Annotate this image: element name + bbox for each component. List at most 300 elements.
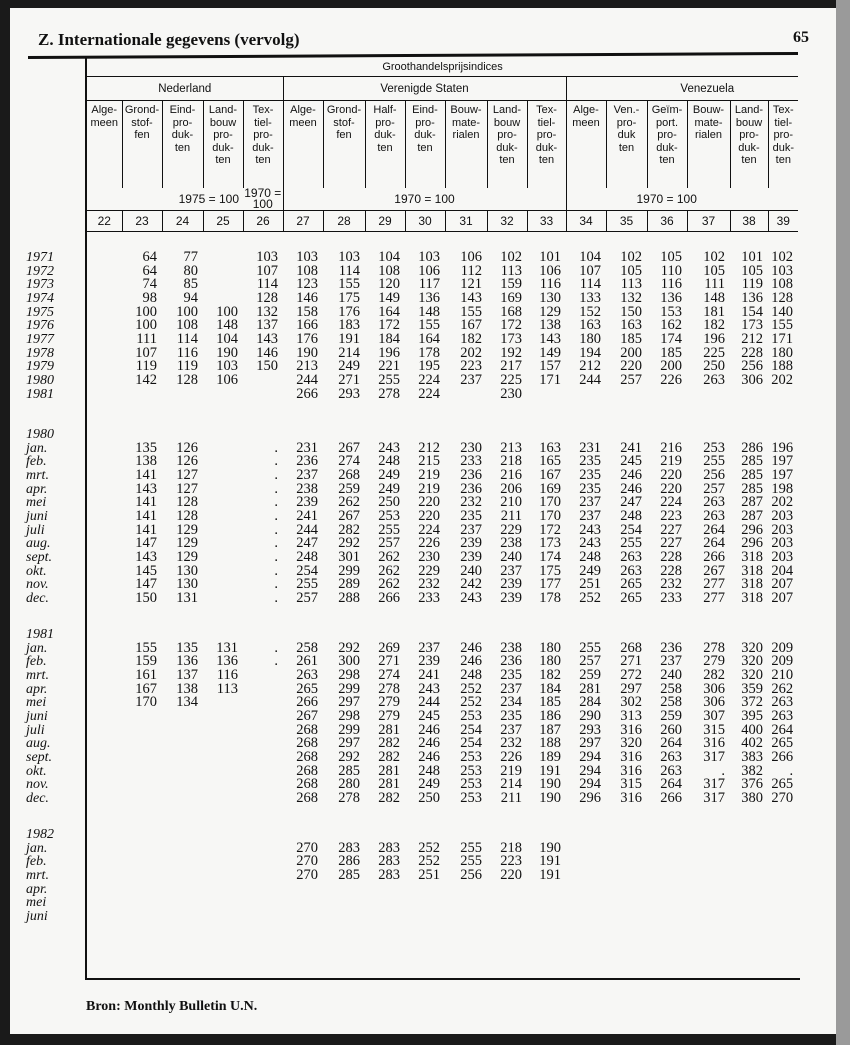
cell-col-36: 216 xyxy=(660,439,682,456)
cell-col-26: . xyxy=(274,589,278,606)
cell-col-23: 100 xyxy=(135,317,157,334)
cell-col-32: 235 xyxy=(500,666,522,683)
cell-col-36: 258 xyxy=(660,694,682,711)
cell-col-33: 169 xyxy=(539,480,561,497)
row-label: okt. xyxy=(26,563,47,579)
cell-col-28: 298 xyxy=(338,707,360,724)
column-number: 30 xyxy=(405,211,445,232)
cell-col-31: 235 xyxy=(460,507,482,524)
cell-col-34 xyxy=(565,883,605,897)
cell-col-28: 114 xyxy=(338,262,360,279)
cell-col-28: 299 xyxy=(338,680,360,697)
cell-col-27 xyxy=(282,910,322,924)
cell-col-32: 192 xyxy=(500,344,522,361)
cell-col-34: 297 xyxy=(579,735,601,752)
cell-col-27: 123 xyxy=(296,276,318,293)
cell-col-31: 223 xyxy=(460,358,482,375)
cell-col-38 xyxy=(729,869,767,883)
cell-col-32: 239 xyxy=(500,576,522,593)
cell-col-29: 266 xyxy=(378,589,400,606)
cell-col-26: . xyxy=(274,439,278,456)
cell-col-33: 191 xyxy=(539,762,561,779)
cell-col-27: 261 xyxy=(296,653,318,670)
cell-col-25 xyxy=(202,765,242,779)
cell-col-34 xyxy=(565,388,605,402)
cell-col-30: 229 xyxy=(418,562,440,579)
cell-col-35 xyxy=(605,910,646,924)
cell-col-34: 249 xyxy=(579,562,601,579)
cell-col-34: 235 xyxy=(579,453,601,470)
cell-col-28: 176 xyxy=(338,303,360,320)
cell-col-34 xyxy=(565,910,605,924)
cell-col-33: 172 xyxy=(539,521,561,538)
cell-col-37: 148 xyxy=(703,289,725,306)
cell-col-22 xyxy=(86,483,121,497)
cell-col-27: 263 xyxy=(296,666,318,683)
cell-col-28: 282 xyxy=(338,521,360,538)
cell-col-36: 260 xyxy=(660,721,682,738)
cell-col-38: 287 xyxy=(741,494,763,511)
cell-col-24 xyxy=(161,792,202,806)
cell-col-25 xyxy=(202,792,242,806)
cell-col-24: 136 xyxy=(176,653,198,670)
cell-col-32: 211 xyxy=(500,789,522,806)
cell-col-37 xyxy=(686,883,729,897)
cell-col-39: 196 xyxy=(771,439,794,456)
cell-col-25: 148 xyxy=(216,317,238,334)
cell-col-38: 154 xyxy=(741,303,763,320)
cell-col-39: 203 xyxy=(771,548,794,565)
row-label: 1973 xyxy=(26,277,54,293)
cell-col-22 xyxy=(86,537,121,551)
row-label: 1980 xyxy=(26,372,54,388)
cell-col-33 xyxy=(526,910,565,924)
cell-col-27: 270 xyxy=(296,866,318,883)
cell-col-29: 279 xyxy=(378,707,400,724)
cell-col-23 xyxy=(121,855,161,869)
cell-col-39: 202 xyxy=(771,494,794,511)
cell-col-33: 143 xyxy=(539,330,561,347)
cell-col-39: 103 xyxy=(771,262,793,279)
cell-col-24: 114 xyxy=(176,330,198,347)
cell-col-26: 103 xyxy=(256,249,278,265)
base-label-nederland: 1975 = 100 xyxy=(87,188,243,211)
cell-col-38: 285 xyxy=(741,453,763,470)
cell-col-22 xyxy=(86,510,121,524)
cell-col-33: 188 xyxy=(539,735,561,752)
cell-col-25: 136 xyxy=(216,653,238,670)
cell-col-36: 263 xyxy=(660,748,682,765)
row-label: 1978 xyxy=(26,345,54,361)
cell-col-23: 141 xyxy=(135,507,157,524)
cell-col-30: 224 xyxy=(418,385,440,402)
cell-col-27: 103 xyxy=(296,249,318,265)
cell-col-34: 281 xyxy=(579,680,601,697)
cell-col-28: 292 xyxy=(338,535,360,552)
cell-col-37: 264 xyxy=(703,535,725,552)
cell-col-37: 264 xyxy=(703,521,725,538)
cell-col-36: 136 xyxy=(660,289,682,306)
cell-col-23: 159 xyxy=(135,653,157,670)
source-note: Bron: Monthly Bulletin U.N. xyxy=(86,999,258,1014)
row-label: 1974 xyxy=(26,290,54,306)
cell-col-22 xyxy=(86,551,121,565)
cell-col-33: 190 xyxy=(539,839,561,856)
cell-col-23: 119 xyxy=(135,358,157,375)
cell-col-29: 274 xyxy=(378,666,400,683)
cell-col-37: 279 xyxy=(703,653,725,670)
row-label: apr. xyxy=(26,681,48,697)
cell-col-26 xyxy=(242,842,282,856)
cell-col-30 xyxy=(404,896,444,910)
row-label: dec. xyxy=(26,590,49,606)
scan-edge xyxy=(836,0,850,1045)
cell-col-34: 243 xyxy=(579,521,601,538)
cell-col-22 xyxy=(86,696,121,710)
cell-col-33: 189 xyxy=(539,748,561,765)
cell-col-33: 182 xyxy=(539,666,561,683)
cell-col-30: 195 xyxy=(418,358,440,375)
cell-col-33: 180 xyxy=(539,653,561,670)
cell-col-27: 176 xyxy=(296,330,318,347)
cell-col-23: 142 xyxy=(135,371,157,388)
cell-col-36 xyxy=(646,855,686,869)
cell-col-24: 77 xyxy=(183,249,198,265)
row-label: mrt. xyxy=(26,867,49,883)
cell-col-24: 116 xyxy=(176,344,198,361)
cell-col-27: 158 xyxy=(296,303,318,320)
cell-col-36: 228 xyxy=(660,548,682,565)
cell-col-25 xyxy=(202,483,242,497)
table-row xyxy=(20,388,797,402)
cell-col-39: 140 xyxy=(771,303,793,320)
cell-col-39: 209 xyxy=(771,653,794,670)
cell-col-36: 266 xyxy=(660,789,682,806)
cell-col-34: 237 xyxy=(579,507,601,524)
cell-col-28: 285 xyxy=(338,762,360,779)
cell-col-37: 282 xyxy=(703,666,725,683)
cell-col-30: 243 xyxy=(418,680,440,697)
cell-col-24 xyxy=(161,724,202,738)
cell-col-28: 289 xyxy=(338,576,360,593)
cell-col-37: 316 xyxy=(703,735,725,752)
cell-col-25: 104 xyxy=(216,330,238,347)
cell-col-39: 198 xyxy=(771,480,794,497)
cell-col-35: 272 xyxy=(620,666,642,683)
cell-col-36: 228 xyxy=(660,562,682,579)
cell-col-39 xyxy=(767,896,797,910)
cell-col-34: 296 xyxy=(579,789,601,806)
cell-col-38 xyxy=(729,883,767,897)
cell-col-29: 281 xyxy=(378,776,400,793)
cell-col-27: 255 xyxy=(296,576,318,593)
cell-col-31: 252 xyxy=(460,680,482,697)
cell-col-26 xyxy=(242,751,282,765)
cell-col-22 xyxy=(86,778,121,792)
cell-col-34 xyxy=(565,869,605,883)
cell-col-37: 317 xyxy=(703,789,725,806)
cell-col-35: 150 xyxy=(620,303,642,320)
cell-col-24: 128 xyxy=(176,494,198,511)
cell-col-30: 230 xyxy=(418,548,440,565)
cell-col-30: 252 xyxy=(418,839,440,856)
column-number: 37 xyxy=(687,211,730,232)
cell-col-31: 248 xyxy=(460,666,482,683)
cell-col-29: 172 xyxy=(378,317,400,334)
cell-col-38: 320 xyxy=(741,653,763,670)
cell-col-38: 380 xyxy=(741,789,763,806)
cell-col-23: 111 xyxy=(136,330,157,347)
table-row xyxy=(20,792,797,806)
cell-col-37 xyxy=(686,388,729,402)
cell-col-31: 253 xyxy=(460,762,482,779)
cell-col-25 xyxy=(202,696,242,710)
cell-col-38 xyxy=(729,896,767,910)
cell-col-29: 282 xyxy=(378,748,400,765)
cell-col-37: 278 xyxy=(703,639,725,656)
cell-col-22 xyxy=(86,469,121,483)
cell-col-33: 187 xyxy=(539,721,561,738)
cell-col-28: 286 xyxy=(338,853,360,870)
cell-col-22 xyxy=(86,524,121,538)
cell-col-36: 219 xyxy=(660,453,682,470)
cell-col-35: 241 xyxy=(620,439,642,456)
cell-col-28: 267 xyxy=(338,439,360,456)
cell-col-37 xyxy=(686,842,729,856)
cell-col-26 xyxy=(242,374,282,388)
cell-col-23: 143 xyxy=(135,480,157,497)
cell-col-26: 128 xyxy=(256,289,278,306)
cell-col-39: 128 xyxy=(771,289,793,306)
cell-col-22 xyxy=(86,319,121,333)
cell-col-32: 225 xyxy=(500,371,522,388)
cell-col-28: 293 xyxy=(338,385,360,402)
country-verenigde-staten: Verenigde Staten xyxy=(283,77,566,101)
cell-col-26: 132 xyxy=(256,303,278,320)
cell-col-34: 294 xyxy=(579,762,601,779)
cell-col-24: 130 xyxy=(176,576,198,593)
cell-col-29: 249 xyxy=(378,480,400,497)
cell-col-26 xyxy=(242,388,282,402)
cell-col-38: 286 xyxy=(741,439,763,456)
cell-col-23 xyxy=(121,869,161,883)
cell-col-31: 256 xyxy=(460,866,482,883)
cell-col-28: 278 xyxy=(338,789,360,806)
column-header-33: Tex- tiel- pro- duk- ten xyxy=(527,101,566,189)
cell-col-24 xyxy=(161,751,202,765)
cell-col-38: 320 xyxy=(741,639,763,656)
cell-col-30: 246 xyxy=(418,721,440,738)
cell-col-29 xyxy=(364,883,404,897)
cell-col-32: 168 xyxy=(500,303,522,320)
cell-col-36: 220 xyxy=(660,466,682,483)
cell-col-37: 182 xyxy=(703,317,725,334)
cell-col-36: 200 xyxy=(660,358,682,375)
cell-col-33: 130 xyxy=(539,289,561,306)
row-label: 1976 xyxy=(26,318,54,334)
column-number: 23 xyxy=(122,211,162,232)
cell-col-30: 219 xyxy=(418,466,440,483)
cell-col-37: 102 xyxy=(703,249,725,265)
table-bottom-rule xyxy=(86,978,800,980)
cell-col-28: 292 xyxy=(338,748,360,765)
cell-col-28: 262 xyxy=(338,494,360,511)
cell-col-22 xyxy=(86,374,121,388)
cell-col-39 xyxy=(767,869,797,883)
cell-col-31: 246 xyxy=(460,639,482,656)
row-label: nov. xyxy=(26,577,49,593)
column-number: 24 xyxy=(162,211,203,232)
cell-col-38: 400 xyxy=(741,721,763,738)
cell-col-27: 146 xyxy=(296,289,318,306)
cell-col-39 xyxy=(767,855,797,869)
row-label: sept. xyxy=(26,749,53,765)
column-number: 38 xyxy=(730,211,768,232)
cell-col-25 xyxy=(202,510,242,524)
cell-col-28: 103 xyxy=(338,249,360,265)
cell-col-24 xyxy=(161,388,202,402)
cell-col-36: 263 xyxy=(660,762,682,779)
cell-col-32: 102 xyxy=(500,249,522,265)
cell-col-23 xyxy=(121,883,161,897)
cell-col-23: 147 xyxy=(135,576,157,593)
cell-col-25 xyxy=(202,278,242,292)
row-label: 1979 xyxy=(26,359,54,375)
cell-col-29: 257 xyxy=(378,535,400,552)
column-header-28: Grond- stof- fen xyxy=(323,101,365,189)
cell-col-33: 191 xyxy=(539,853,561,870)
cell-col-33: 190 xyxy=(539,789,561,806)
cell-col-29: 281 xyxy=(378,762,400,779)
cell-col-36: 223 xyxy=(660,507,682,524)
cell-col-31: 232 xyxy=(460,494,482,511)
cell-col-38: 296 xyxy=(741,521,763,538)
cell-col-35: 316 xyxy=(620,748,642,765)
row-label: mrt. xyxy=(26,467,49,483)
cell-col-31: 155 xyxy=(460,303,482,320)
cell-col-24 xyxy=(161,855,202,869)
cell-col-35: 316 xyxy=(620,789,642,806)
cell-col-30: 215 xyxy=(418,453,440,470)
cell-col-39: 203 xyxy=(771,521,794,538)
cell-col-25 xyxy=(202,469,242,483)
column-number: 26 xyxy=(243,211,283,232)
cell-col-30: 155 xyxy=(418,317,440,334)
cell-col-38: 318 xyxy=(741,576,763,593)
cell-col-38: 402 xyxy=(741,735,763,752)
cell-col-35: 220 xyxy=(620,358,642,375)
cell-col-32: 213 xyxy=(500,439,522,456)
cell-col-29: 278 xyxy=(378,680,400,697)
cell-col-34: 290 xyxy=(579,707,601,724)
cell-col-37: 315 xyxy=(703,721,725,738)
cell-col-37 xyxy=(686,869,729,883)
country-nederland: Nederland xyxy=(87,77,283,101)
cell-col-28: 191 xyxy=(338,330,360,347)
cell-col-36 xyxy=(646,883,686,897)
cell-col-33: 138 xyxy=(539,317,561,334)
cell-col-37: 317 xyxy=(703,748,725,765)
cell-col-36: 264 xyxy=(660,735,682,752)
cell-col-31: 167 xyxy=(460,317,482,334)
column-header-34: Alge- meen xyxy=(566,101,606,189)
cell-col-29: 253 xyxy=(378,507,400,524)
cell-col-23 xyxy=(121,792,161,806)
cell-col-22 xyxy=(86,842,121,856)
cell-col-27: 108 xyxy=(296,262,318,279)
column-header-38: Land- bouw pro- duk- ten xyxy=(730,101,768,189)
cell-col-22 xyxy=(86,455,121,469)
cell-col-23: 161 xyxy=(135,666,157,683)
cell-col-30: 117 xyxy=(418,276,440,293)
cell-col-39: 210 xyxy=(771,666,794,683)
table-row xyxy=(20,910,797,924)
cell-col-31: 254 xyxy=(460,735,482,752)
cell-col-35: 247 xyxy=(620,494,642,511)
cell-col-39: 264 xyxy=(771,721,794,738)
cell-col-27: 266 xyxy=(296,694,318,711)
row-label: dec. xyxy=(26,790,49,806)
cell-col-34: 243 xyxy=(579,535,601,552)
cell-col-35 xyxy=(605,896,646,910)
cell-col-26: 137 xyxy=(256,317,278,334)
cell-col-25 xyxy=(202,896,242,910)
cell-col-26: . xyxy=(274,507,278,524)
cell-col-24 xyxy=(161,765,202,779)
cell-col-39 xyxy=(767,842,797,856)
cell-col-35 xyxy=(605,388,646,402)
cell-col-35: 132 xyxy=(620,289,642,306)
row-label: okt. xyxy=(26,763,47,779)
cell-col-24: 100 xyxy=(176,303,198,320)
cell-col-36: 258 xyxy=(660,680,682,697)
cell-col-24 xyxy=(161,910,202,924)
row-label: feb. xyxy=(26,654,47,670)
cell-col-33: 101 xyxy=(539,249,561,265)
cell-col-39: 202 xyxy=(771,371,793,388)
cell-col-26: . xyxy=(274,562,278,579)
cell-col-31: 246 xyxy=(460,653,482,670)
cell-col-35: 113 xyxy=(620,276,642,293)
cell-col-33: 186 xyxy=(539,707,561,724)
cell-col-30: 103 xyxy=(418,249,440,265)
row-label: apr. xyxy=(26,881,48,897)
cell-col-30: 241 xyxy=(418,666,440,683)
cell-col-36: 240 xyxy=(660,666,682,683)
cell-col-22 xyxy=(86,592,121,606)
cell-col-28: 267 xyxy=(338,507,360,524)
cell-col-24: 128 xyxy=(176,507,198,524)
cell-col-30: 239 xyxy=(418,653,440,670)
cell-col-36: 153 xyxy=(660,303,682,320)
cell-col-25 xyxy=(202,551,242,565)
cell-col-25 xyxy=(202,251,242,265)
cell-col-38: 318 xyxy=(741,589,763,606)
row-label: mei xyxy=(26,895,47,911)
cell-col-28: 300 xyxy=(338,653,360,670)
table-row xyxy=(20,883,797,897)
cell-col-26: 114 xyxy=(256,276,278,293)
cell-col-30: 226 xyxy=(418,535,440,552)
cell-col-39: 207 xyxy=(771,589,794,606)
cell-col-26: 146 xyxy=(256,344,278,361)
cell-col-32: 159 xyxy=(500,276,522,293)
cell-col-37: 266 xyxy=(703,548,725,565)
cell-col-23 xyxy=(121,910,161,924)
cell-col-31: 253 xyxy=(460,748,482,765)
cell-col-23: 170 xyxy=(135,694,157,711)
cell-col-26 xyxy=(242,765,282,779)
